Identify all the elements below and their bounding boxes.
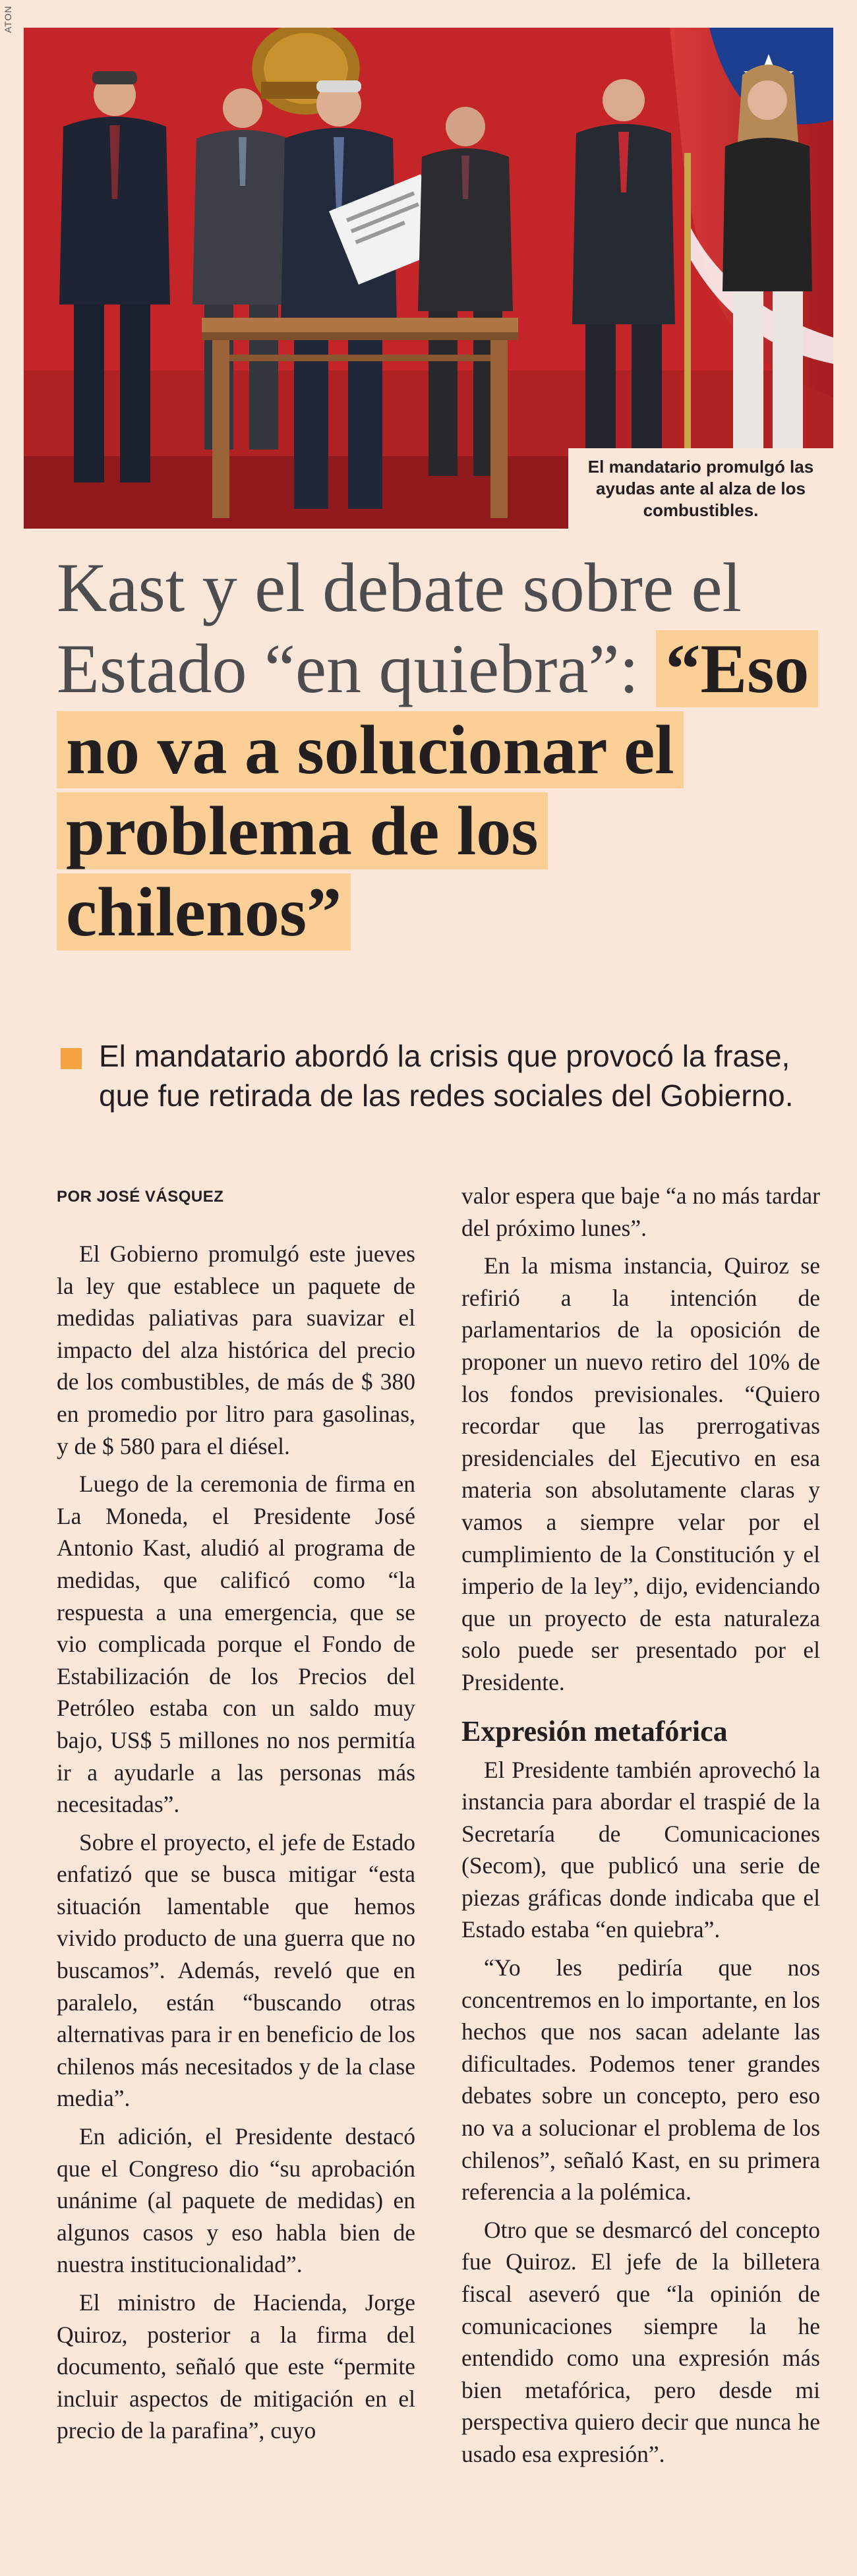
photo-caption: El mandatario promulgó las ayudas ante al alza de los combustibles. (587, 456, 814, 520)
body-paragraph: “Yo les pediría que nos concentremos en lo importante, en los hechos que nos sacan adelante las dificultades. Podemos tener grandes debates sobre un concepto, pero eso no va a solucionar el problema de los chilenos”, señaló Kast, en su primera referencia a la polémica. (461, 1954, 820, 2206)
caption-box (568, 448, 833, 529)
body-paragraph: El Gobierno promulgó este jueves la ley que establece un paquete de medidas paliativas para suavizar el impacto del alza histórica del precio de los combustibles, de más de $ 380 en promedio por litro para gasolinas, y de $ 580 para el diésel. (57, 1241, 415, 1459)
lead-paragraph: El mandatario abordó la crisis que provocó la frase, que fue retirada de las redes sociales del Gobierno. (99, 1039, 794, 1113)
body-paragraph: El Presidente también aprovechó la instancia para abordar el traspié de la Secretaría de Comunicaciones (Secom), que publicó una serie de piezas gráficas donde indicaba que el Estado estaba “en quiebra”. (461, 1756, 820, 1943)
body-paragraph: En la misma instancia, Quiroz se refirió a la intención de parlamentarios de la oposición de proponer un nuevo retiro del 10% de los fondos previsionales. “Quiero recordar que las prerrogativas presidenciales del Ejecutivo en esa materia son absolutamente claras y vamos a siempre velar por el cumplimiento de la Constitución y el imperio de la ley”, dijo, evidenciando que un proyecto de esta naturaleza solo puede ser presentado por el Presidente. (461, 1252, 820, 1695)
body-paragraph: Otro que se desmarcó del concepto fue Quiroz. El jefe de la billetera fiscal aseveró que “la opinión de comunicaciones siempre la he entendido como una expresión más bien metafórica, pero desde mi perspectiva quiero decir que nunca he usado esa expresión”. (461, 2216, 820, 2467)
lead-bullet-icon (61, 1048, 82, 1069)
body-paragraph: Sobre el proyecto, el jefe de Estado enfatizó que se busca mitigar “esta situación lamentable que hemos vivido producto de una guerra que no buscamos”. Además, reveló que en paralelo, están “buscando otras alternativas para ir en beneficio de los chilenos más necesitados y de la clase media”. (57, 1829, 415, 2112)
body-column-right (461, 1180, 820, 2476)
byline: POR JOSÉ VÁSQUEZ (57, 1188, 224, 1206)
photo-credit: ATON (3, 5, 13, 33)
body-paragraph: Luego de la ceremonia de firma en La Moneda, el Presidente José Antonio Kast, aludió al programa de medidas, que calificó como “la respuesta a una emergencia, que se vio complicada porque el Fondo de Estabilización de los Precios del Petróleo estaba con un saldo muy bajo, US$ 5 millones no nos permitía ir a ayudarle a las personas más necesitadas”. (57, 1471, 415, 1818)
body-paragraph: valor espera que baje “a no más tardar del próximo lunes”. (461, 1183, 820, 1241)
headline-main: Kast y el debate sobre el Estado “en quiebra”: (57, 549, 742, 707)
body-paragraph: En adición, el Presidente destacó que el Congreso dio “su aprobación unánime (al paquete de medidas) en algunos casos y eso habla bien de nuestra institucionalidad”. (57, 2123, 415, 2278)
body-paragraph: El ministro de Hacienda, Jorge Quiroz, posterior a la firma del documento, señaló que este “permite incluir aspectos de mitigación en el precio de la parafina”, cuyo (57, 2289, 415, 2444)
headline (57, 547, 835, 952)
body-column-left (57, 1238, 415, 2453)
headline-quote: “Eso no va a solucionar el problema de los chilenos” (57, 630, 818, 951)
news-photo (24, 28, 833, 529)
section-subhead: Expresión metafórica (461, 1714, 728, 1747)
